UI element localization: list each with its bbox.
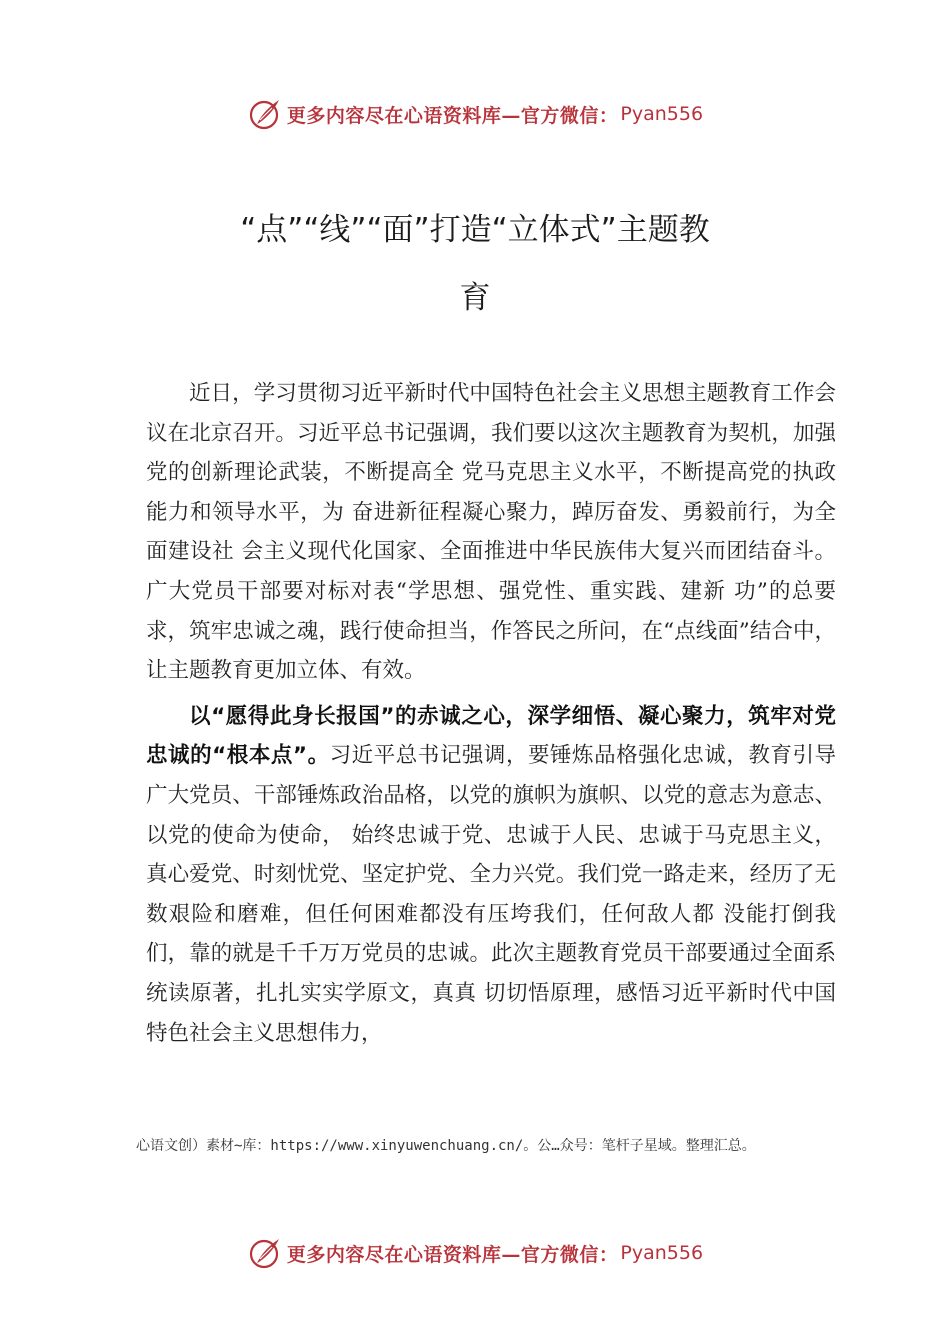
quill-logo-icon xyxy=(247,1235,283,1271)
header-banner-text: 更多内容尽在心语资料库—官方微信： xyxy=(286,104,619,127)
quill-logo-icon xyxy=(247,96,283,132)
header-banner-wechat-id: Pyan556 xyxy=(620,103,704,125)
source-note: 心语文创）素材~库：https://www.xinyuwenchuang.cn/。公…众号：笔杆子星域。整理汇总。 xyxy=(136,1138,756,1154)
paragraph-2 xyxy=(146,697,836,1053)
paragraph-1: 近日，学习贯彻习近平新时代中国特色社会主义思想主题教育工作会议在北京召开。习近平总书记强调，我们要以这次主题教育为契机，加强党的创新理论武装，不断提高全 党马克思主义水平，不断提高党的执政能力和领导水平，为 奋进新征程凝心聚力，踔厉奋发、勇毅前行，为全面建设社 会主义现代化国家、全面推进中华民族伟大复兴而团结奋斗。广大党员干部要对标对表“学思想、强党性、重实践、建新 功”的总要求，筑牢忠诚之魂，践行使命担当，作答民之所问，在“点线面”结合中，让主题教育更加立体、有效。 xyxy=(146,381,836,684)
footer-banner xyxy=(0,1233,950,1273)
title-line-2: 育 xyxy=(459,280,491,316)
article-body xyxy=(146,374,836,1053)
footer-banner-wechat-id: Pyan556 xyxy=(620,1242,704,1264)
footer-banner-text: 更多内容尽在心语资料库—官方微信： xyxy=(286,1243,619,1266)
paragraph-2-text: 习近平总书记强调，要锤炼品格强化忠诚，教育引导广大党员、干部锤炼政治品格，以党的旗帜为旗帜、以党的意志为意志、以党的使命为使命， 始终忠诚于党、忠诚于人民、忠诚于马克思主义，真心爱党、时刻忧党、坚定护党、全力兴党。我们党一路走来，经历了无数艰险和磨难，但任何困难都没有压垮我们，任何敌人都 没能打倒我们，靠的就是千千万万党员的忠诚。此次主题教育党员干部要通过全面系统读原著，扎扎实实学原文，真真 切切悟原理，感悟习近平新时代中国特色社会主义思想伟力， xyxy=(146,743,836,1046)
header-banner xyxy=(0,94,950,134)
title-line-1: “点”“线”“面”打造“立体式”主题教 xyxy=(240,212,710,248)
paragraph-2-lead: 以“愿得此身长报国”的赤诚之心，深学细悟、凝心聚力，筑牢对党忠诚的“根本点”。 xyxy=(146,703,836,769)
page-title xyxy=(150,196,800,332)
